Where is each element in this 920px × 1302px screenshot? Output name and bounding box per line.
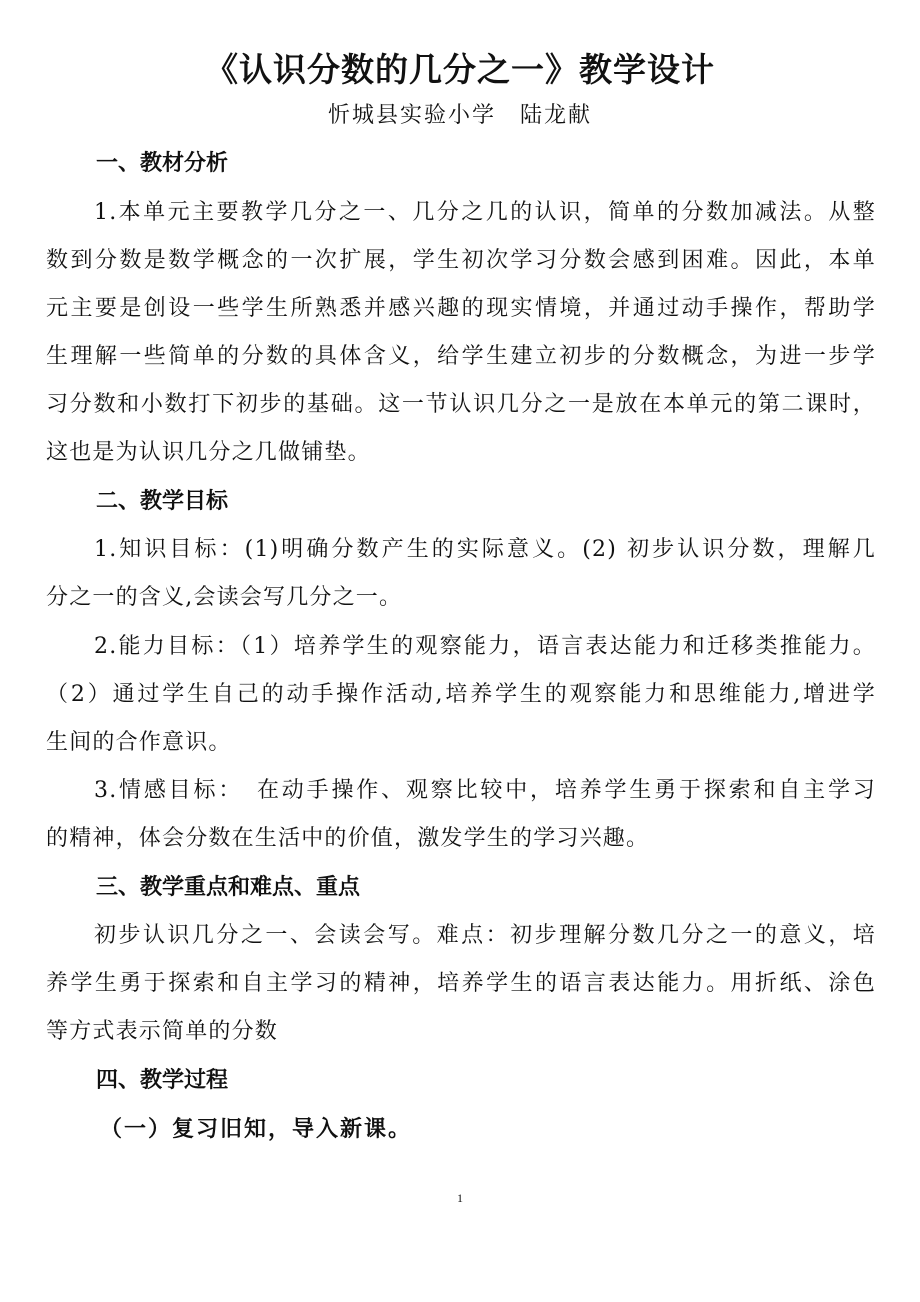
paragraph-line: 习分数和小数打下初步的基础。这一节认识几分之一是放在本单元的第二课时，	[46, 392, 876, 417]
page-number: 1	[457, 1191, 463, 1205]
paragraph-line: 养学生勇于探索和自主学习的精神，培养学生的语言表达能力。用折纸、涂色	[46, 971, 876, 996]
paragraph-line: 生理解一些简单的分数的具体含义，给学生建立初步的分数概念，为进一步学	[46, 344, 876, 369]
paragraph-line: 2.能力目标：（1）培养学生的观察能力，语言表达能力和迁移类推能力。	[94, 634, 876, 659]
paragraph-line: 这也是为认识几分之几做铺垫。	[46, 440, 371, 465]
paragraph-line: 1.本单元主要教学几分之一、几分之几的认识，简单的分数加减法。从整	[94, 200, 876, 225]
section-heading: 三、教学重点和难点、重点	[96, 875, 361, 900]
document-title: 《认识分数的几分之一》教学设计	[205, 50, 715, 89]
paragraph-line: （2）通过学生自己的动手操作活动,培养学生的观察能力和思维能力,增进学	[46, 682, 876, 707]
paragraph-line: 3.情感目标： 在动手操作、观察比较中，培养学生勇于探索和自主学习	[94, 778, 876, 803]
paragraph-line: 生间的合作意识。	[46, 730, 232, 755]
paragraph-line: 数到分数是数学概念的一次扩展，学生初次学习分数会感到困难。因此，本单	[46, 248, 876, 273]
paragraph-line: 元主要是创设一些学生所熟悉并感兴趣的现实情境，并通过动手操作，帮助学	[46, 296, 876, 321]
paragraph-line: 分之一的含义,会读会写几分之一。	[46, 585, 403, 610]
paragraph-line: 的精神，体会分数在生活中的价值，激发学生的学习兴趣。	[46, 826, 650, 851]
paragraph-line: 初步认识几分之一、会读会写。难点：初步理解分数几分之一的意义，培	[94, 923, 876, 948]
paragraph-line: 等方式表示简单的分数	[46, 1019, 279, 1044]
section-heading: 一、教材分析	[96, 151, 229, 176]
subsection-heading: （一）复习旧知，导入新课。	[100, 1116, 413, 1142]
document-author: 忻城县实验小学 陆龙献	[327, 103, 592, 128]
section-heading: 二、教学目标	[96, 489, 229, 514]
paragraph-line: 1.知识目标：(1)明确分数产生的实际意义。(2) 初步认识分数，理解几	[94, 537, 876, 562]
section-heading: 四、教学过程	[96, 1068, 229, 1093]
